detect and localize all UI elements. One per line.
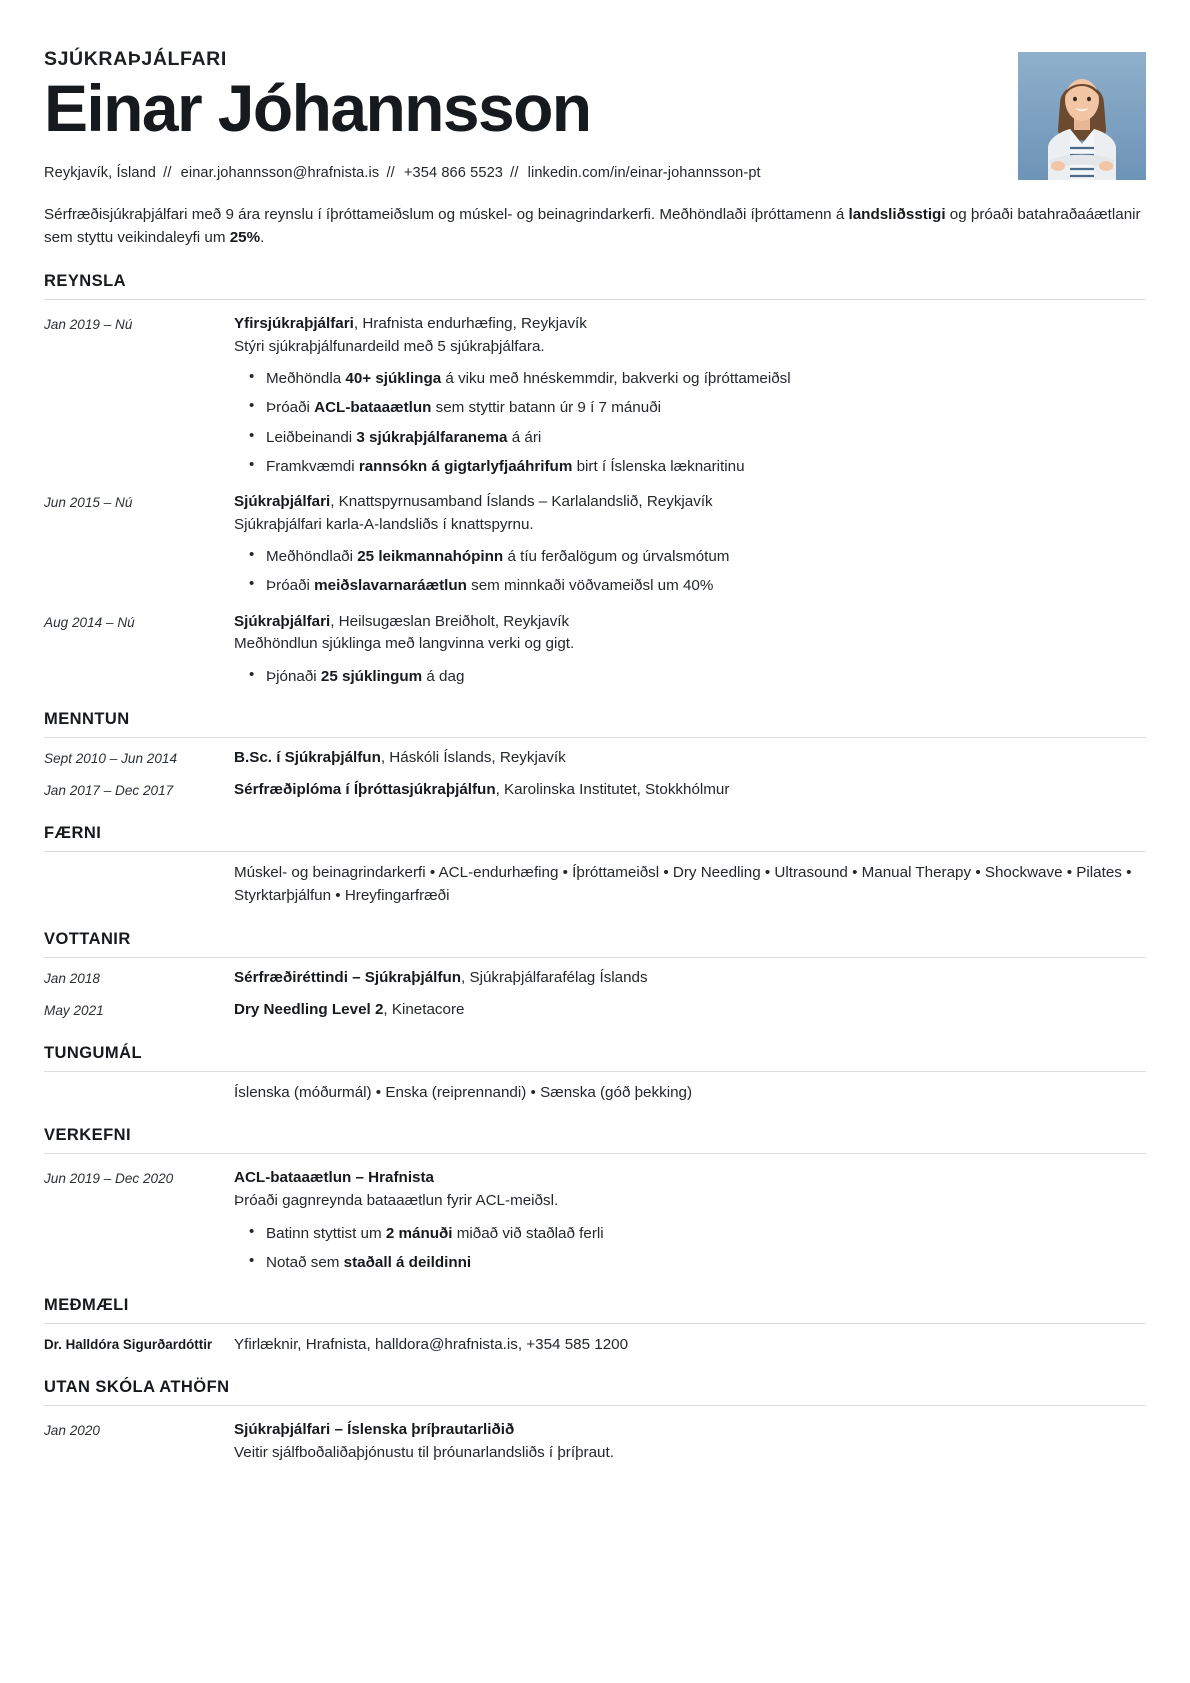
list-item — [266, 367, 1146, 396]
section-heading-experience: REYNSLA — [44, 271, 126, 290]
entry-degree: Sérfræðiplóma í Íþróttasjúkraþjálfun — [234, 781, 496, 799]
contact-linkedin[interactable]: linkedin.com/in/einar-johannsson-pt — [527, 164, 761, 181]
entry-org: , Knattspyrnusamband Íslands – Karlalandslið, Reykjavík — [330, 492, 713, 510]
bullet-text-a: Þjónaði — [266, 668, 321, 686]
entry-title — [234, 999, 1146, 1022]
entry-body — [234, 313, 1146, 478]
entry-bullets — [234, 665, 1146, 688]
summary-text-2: og þróaði batahraðaáætlanir sem styttu veikindaleyfi um — [44, 205, 1141, 247]
certification-entry-1 — [44, 990, 1146, 1022]
reference-entry-0 — [44, 1324, 1146, 1357]
bullet-text-b: 40+ sjúklinga — [345, 370, 442, 388]
entry-bullets — [234, 1222, 1146, 1274]
list-item — [266, 1251, 1146, 1274]
section-heading-projects: VERKEFNI — [44, 1126, 132, 1145]
resume-header — [44, 48, 1146, 250]
bullet-text-a: Meðhöndla — [266, 370, 346, 388]
bullet-text-c: miðað við staðlað ferli — [452, 1224, 604, 1242]
job-role-title: SJÚKRAÞJÁLFARI — [44, 48, 227, 70]
bullet-text-c: sem minnkaði vöðvameiðsl um 40% — [466, 577, 714, 595]
entry-org: , Karolinska Institutet, Stokkhólmur — [495, 781, 730, 799]
reference-name: Dr. Halldóra Sigurðardóttir — [44, 1336, 213, 1352]
avatar — [1018, 52, 1146, 180]
bullet-text-c: á dag — [422, 668, 465, 686]
entry-date: Sept 2010 – Jun 2014 — [44, 751, 178, 767]
entry-date: Jun 2015 – Nú — [44, 494, 133, 510]
entry-org: , Háskóli Íslands, Reykjavík — [380, 749, 566, 767]
bullet-text-a: Batinn styttist um — [266, 1224, 386, 1242]
entry-body — [234, 1167, 1146, 1274]
bullet-text-a: Framkvæmdi — [266, 457, 359, 475]
bullet-text-b: ACL-bataaætlun — [314, 399, 432, 417]
entry-date: Aug 2014 – Nú — [44, 614, 135, 630]
entry-body — [234, 1333, 1146, 1357]
entry-body — [234, 999, 1146, 1022]
section-skills — [44, 824, 1146, 908]
bullet-text-a: Þróaði — [266, 399, 315, 417]
entry-certification: Dry Needling Level 2 — [234, 1000, 384, 1018]
section-heading-certifications: VOTTANIR — [44, 929, 131, 948]
bullet-text-b: 2 mánuði — [385, 1224, 453, 1242]
entry-body — [234, 747, 1146, 770]
entry-date: Jan 2017 – Dec 2017 — [44, 783, 174, 799]
entry-date: Jan 2019 – Nú — [44, 316, 133, 332]
list-item — [266, 665, 1146, 688]
entry-title — [234, 611, 1146, 634]
bullet-text-b: 3 sjúkraþjálfaranema — [356, 428, 508, 446]
bullet-text-b: meiðslavarnaráætlun — [314, 577, 467, 595]
skills-list: Múskel- og beinagrindarkerfi • ACL-endurhæfing • Íþróttameiðsl • Dry Needling • Ultrasound • Manual Therapy • Shockwave • Pilates • Styrktarþjálfun • Hreyfingarfræði — [234, 863, 1132, 905]
section-education — [44, 710, 1146, 802]
extracurricular-entry-0 — [44, 1406, 1146, 1465]
entry-body — [234, 967, 1146, 990]
summary-highlight-1: landsliðsstigi — [848, 205, 946, 223]
entry-date: Jun 2019 – Dec 2020 — [44, 1171, 174, 1187]
bullet-text-b: staðall á deildinni — [343, 1253, 472, 1271]
contact-email[interactable]: einar.johannsson@hrafnista.is — [180, 164, 380, 181]
entry-activity: Sjúkraþjálfari – Íslenska þríþrautarliðið — [234, 1421, 515, 1439]
section-references — [44, 1296, 1146, 1357]
section-heading-languages: TUNGUMÁL — [44, 1043, 142, 1062]
entry-date: Jan 2018 — [44, 970, 100, 986]
skills-entry — [44, 852, 1146, 908]
section-languages — [44, 1044, 1146, 1105]
section-projects — [44, 1126, 1146, 1274]
entry-org: , Heilsugæslan Breiðholt, Reykjavík — [330, 612, 570, 630]
section-extracurricular — [44, 1378, 1146, 1465]
entry-certification: Sérfræðiréttindi – Sjúkraþjálfun — [234, 968, 462, 986]
bullet-text-a: Leiðbeinandi — [266, 428, 357, 446]
candidate-name: Einar Jóhannsson — [44, 71, 591, 146]
entry-body — [234, 1081, 1146, 1105]
bullet-text-b: rannsókn á gigtarlyfjaáhrifum — [358, 457, 573, 475]
languages-list: Íslenska (móðurmál) • Enska (reiprennandi) • Sænska (góð þekking) — [234, 1083, 693, 1101]
list-item — [266, 396, 1146, 425]
certification-entry-0 — [44, 958, 1146, 990]
entry-title — [234, 967, 1146, 990]
list-item — [266, 545, 1146, 574]
contact-phone[interactable]: +354 866 5523 — [403, 164, 504, 181]
summary-highlight-2: 25% — [229, 229, 261, 247]
entry-body — [234, 861, 1146, 908]
bullet-text-c: sem styttir batann úr 9 í 7 mánuði — [431, 399, 662, 417]
contact-location: Reykjavík, Ísland — [44, 164, 157, 181]
education-entry-0 — [44, 738, 1146, 770]
entry-role: Yfirsjúkraþjálfari — [234, 314, 354, 332]
experience-entry-1 — [44, 478, 1146, 598]
entry-title — [234, 313, 1146, 336]
entry-subtitle: Stýri sjúkraþjálfunardeild með 5 sjúkraþjálfara. — [234, 337, 545, 355]
entry-org: , Sjúkraþjálfarafélag Íslands — [461, 968, 648, 986]
entry-bullets — [234, 367, 1146, 477]
section-heading-references: MEÐMÆLI — [44, 1295, 129, 1314]
bullet-text-a: Meðhöndlaði — [266, 548, 358, 566]
entry-degree: B.Sc. í Sjúkraþjálfun — [234, 749, 381, 767]
entry-title — [234, 491, 1146, 514]
list-item — [266, 574, 1146, 597]
bullet-text-a: Notað sem — [266, 1253, 344, 1271]
experience-entries — [44, 300, 1146, 688]
entry-title — [234, 779, 1146, 802]
education-entry-1 — [44, 770, 1146, 802]
experience-entry-0 — [44, 300, 1146, 478]
experience-entry-2 — [44, 598, 1146, 689]
entry-body — [234, 779, 1146, 802]
section-certifications — [44, 930, 1146, 1022]
entry-date: May 2021 — [44, 1002, 104, 1018]
bullet-text-c: á ári — [507, 428, 542, 446]
entry-date-spacer — [44, 861, 234, 863]
section-heading-education: MENNTUN — [44, 710, 130, 729]
entry-title — [234, 1167, 1146, 1190]
entry-role: Sjúkraþjálfari — [234, 492, 331, 510]
languages-entry — [44, 1072, 1146, 1105]
entry-bullets — [234, 545, 1146, 597]
bullet-text-b: 25 sjúklingum — [320, 668, 423, 686]
bullet-text-c: birt í Íslenska læknaritinu — [572, 457, 745, 475]
bullet-text-b: 25 leikmannahópinn — [357, 548, 504, 566]
reference-detail: Yfirlæknir, Hrafnista, halldora@hrafnista.is, +354 585 1200 — [234, 1335, 629, 1353]
entry-subtitle: Sjúkraþjálfari karla-A-landsliðs í knattspyrnu. — [234, 515, 534, 533]
summary-text-3: . — [260, 229, 265, 247]
summary-text-1: Sérfræðisjúkraþjálfari með 9 ára reynslu í íþróttameiðslum og múskel- og beinagrindarkerfi. Meðhöndlaði íþróttamenn á — [44, 205, 849, 223]
project-entry-0 — [44, 1154, 1146, 1274]
portrait-photo-icon — [1018, 52, 1146, 180]
bullet-text-a: Þróaði — [266, 577, 315, 595]
entry-title — [234, 1419, 1146, 1442]
entry-date: Jan 2020 — [44, 1423, 100, 1439]
section-heading-skills: FÆRNI — [44, 823, 102, 842]
entry-title — [234, 747, 1146, 770]
contact-separator: // — [163, 164, 172, 181]
entry-role: Sjúkraþjálfari — [234, 612, 331, 630]
section-experience — [44, 272, 1146, 688]
list-item — [266, 455, 1146, 478]
entry-body — [234, 611, 1146, 689]
section-heading-extracurricular: UTAN SKÓLA ATHÖFN — [44, 1378, 230, 1397]
entry-body — [234, 491, 1146, 598]
entry-org: , Hrafnista endurhæfing, Reykjavík — [353, 314, 587, 332]
entry-org: , Kinetacore — [383, 1000, 465, 1018]
bullet-text-c: á viku með hnéskemmdir, bakverki og íþróttameiðsl — [441, 370, 791, 388]
entry-project-name: ACL-bataaætlun – Hrafnista — [234, 1169, 434, 1187]
entry-subtitle: Veitir sjálfboðaliðaþjónustu til þróunarlandsliðs í þríþraut. — [234, 1444, 614, 1462]
contact-separator: // — [510, 164, 519, 181]
entry-date-spacer — [44, 1081, 234, 1083]
contact-line — [44, 165, 1146, 181]
entry-body — [234, 1419, 1146, 1465]
list-item — [266, 1222, 1146, 1251]
list-item — [266, 426, 1146, 455]
entry-subtitle: Þróaði gagnreynda bataaætlun fyrir ACL-meiðsl. — [234, 1191, 559, 1209]
contact-separator: // — [386, 164, 395, 181]
professional-summary — [44, 203, 1144, 250]
entry-subtitle: Meðhöndlun sjúklinga með langvinna verki og gigt. — [234, 635, 575, 653]
bullet-text-c: á tíu ferðalögum og úrvalsmótum — [503, 548, 730, 566]
